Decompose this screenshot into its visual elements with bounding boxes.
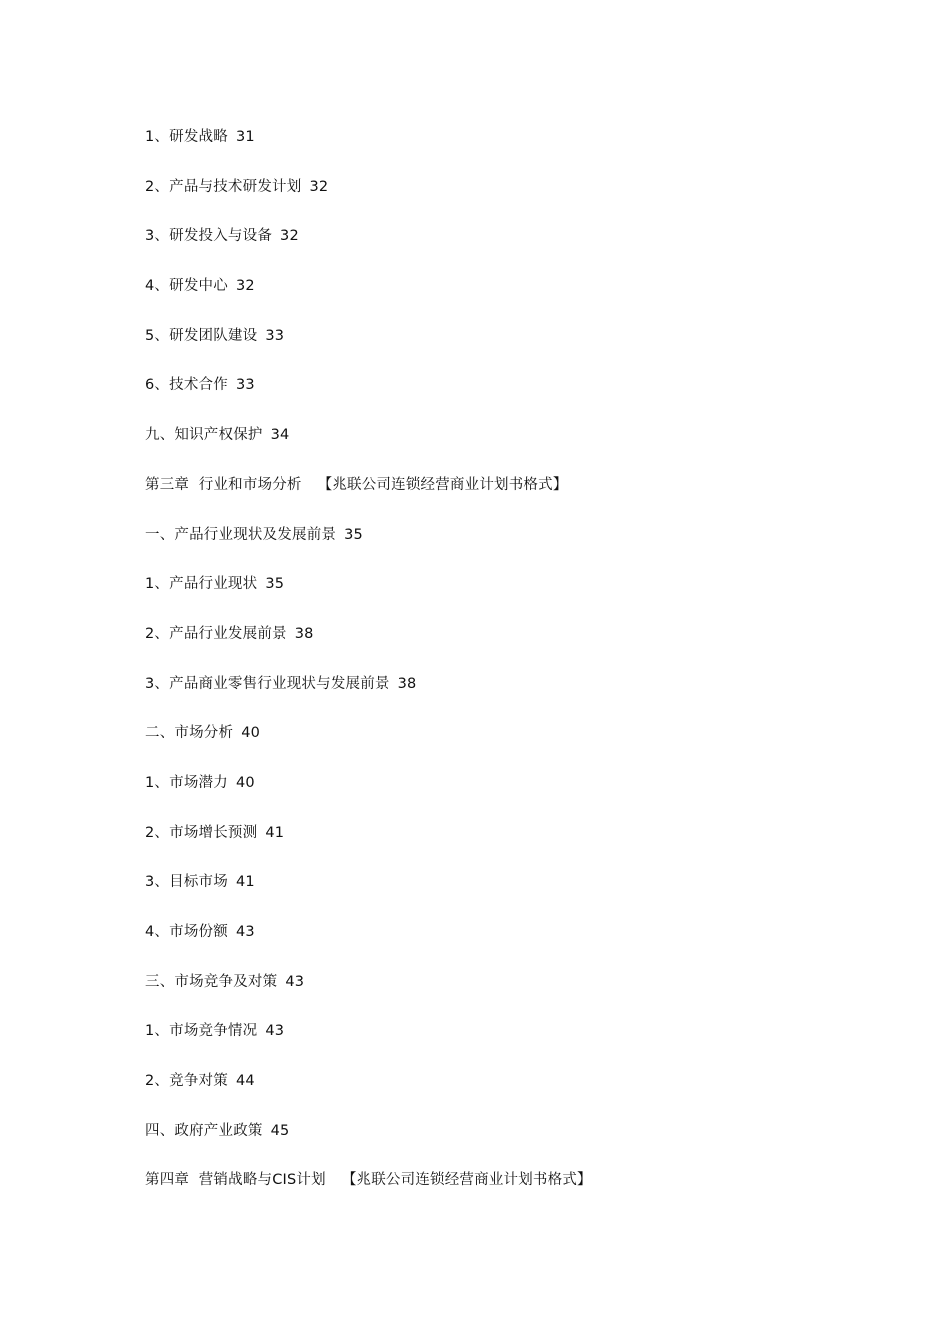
toc-entry-page: 32 [309,178,329,195]
toc-entry-title: 2、竞争对策 [145,1073,228,1090]
toc-entry [145,273,592,323]
toc-entry [145,323,592,373]
toc-entry [145,969,592,1019]
toc-entry [145,770,592,820]
toc-entry [145,720,592,770]
toc-entry-title: 1、市场竞争情况 [145,1023,258,1040]
toc-entry-page: 44 [235,1073,255,1090]
toc-entry-page: 43 [235,924,255,940]
toc-entry-page: 33 [265,327,285,344]
toc-entry-page: 43 [265,1023,285,1040]
toc-entry-title: 九、知识产权保护 [145,427,263,444]
toc-entry-page: 38 [397,675,417,692]
toc-entry-page: 45 [270,1122,290,1139]
toc-entry-page: 31 [235,129,255,145]
toc-chapter-heading [145,1167,592,1217]
toc-entry-page: 34 [270,427,290,444]
toc-entry-title: 2、市场增长预测 [145,824,258,841]
toc-entry [145,1118,592,1168]
toc-entry [145,124,592,174]
toc-entry-title: 1、研发战略 [145,129,228,145]
toc-entry-title: 1、产品行业现状 [145,576,258,593]
toc-entry-title: 4、市场份额 [145,924,228,940]
toc-entry-page: 41 [265,824,285,841]
toc-chapter-heading [145,472,592,522]
toc-entry-page: 38 [294,625,314,642]
toc-entry-title: 1、市场潜力 [145,774,228,791]
toc-entry-title: 6、技术合作 [145,377,228,394]
table-of-contents [145,124,592,1217]
toc-entry [145,522,592,572]
toc-entry [145,223,592,273]
toc-entry-title: 5、研发团队建设 [145,327,258,344]
toc-entry-page: 41 [235,874,255,891]
toc-entry-page: 40 [241,725,261,742]
toc-entry-page: 43 [285,973,305,990]
toc-entry-page: 40 [235,774,255,791]
toc-entry [145,571,592,621]
toc-entry [145,174,592,224]
toc-entry-title: 4、研发中心 [145,278,228,295]
toc-entry [145,671,592,721]
toc-entry-page: 32 [280,228,299,245]
toc-entry-page: 33 [235,377,255,394]
toc-entry-title: 三、市场竞争及对策 [145,973,278,990]
toc-entry-page: 32 [235,278,255,295]
toc-entry-title: 3、产品商业零售行业现状与发展前景 [145,675,390,692]
toc-entry-title: 3、目标市场 [145,874,228,891]
toc-entry-title: 四、政府产业政策 [145,1122,263,1139]
toc-chapter-title: 第三章 行业和市场分析 [145,476,302,493]
toc-entry [145,372,592,422]
toc-entry [145,919,592,969]
toc-entry-title: 2、产品行业发展前景 [145,625,287,642]
toc-entry [145,869,592,919]
toc-entry [145,422,592,472]
toc-entry [145,1018,592,1068]
toc-entry [145,1068,592,1118]
toc-entry [145,621,592,671]
toc-chapter-title: 第四章 营销战略与CIS计划 [145,1172,326,1189]
toc-chapter-suffix: 【兆联公司连锁经营商业计划书格式】 [341,1172,592,1189]
toc-entry-title: 一、产品行业现状及发展前景 [145,526,337,543]
toc-entry-page: 35 [344,526,363,543]
toc-entry-title: 二、市场分析 [145,725,234,742]
toc-entry-title: 2、产品与技术研发计划 [145,178,302,195]
toc-chapter-suffix: 【兆联公司连锁经营商业计划书格式】 [317,476,568,493]
toc-entry [145,820,592,870]
toc-entry-page: 35 [265,576,285,593]
toc-entry-title: 3、研发投入与设备 [145,228,273,245]
